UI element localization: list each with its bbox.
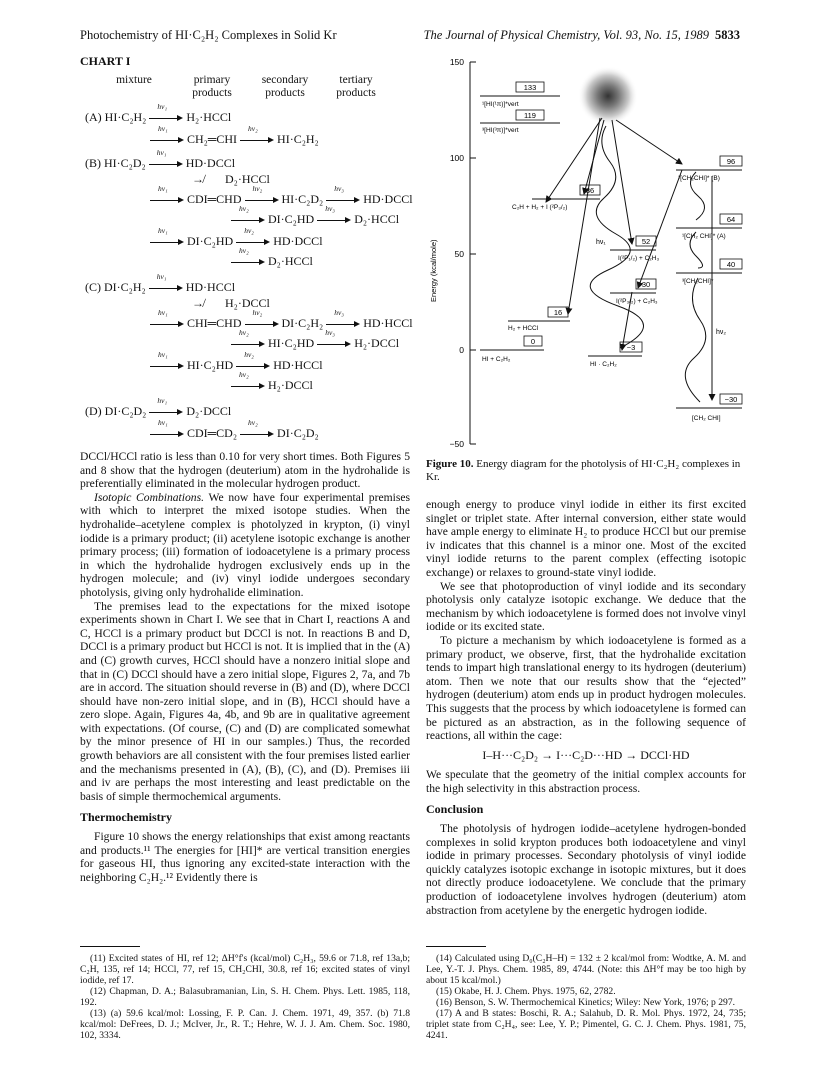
pathway-arrow bbox=[568, 118, 600, 314]
energy-value: 133 bbox=[523, 83, 537, 92]
y-tick-label: 0 bbox=[459, 345, 464, 355]
paragraph: We speculate that the geometry of the initial complex accounts for the high selectivity in this abstraction process. bbox=[426, 768, 746, 795]
paragraph: To picture a mechanism by which iodoacetylene is formed as a primary product, we observe, first, that the hydrohalide excitation tends to impart high translational energy to its hydrogen (deuterium) atom. Then we note that our results show that the “ejected” hydrogen (deuterium) atom ends up in product hydrogen molecules. This suggests that the process by which iodoacetylene is formed can be pictured as an abstraction, as in the following sequence of reactions, all within the cage: bbox=[426, 633, 746, 743]
energy-value: −30 bbox=[724, 395, 738, 404]
reaction-equation: I–H···C₂D₂ → I···C₂D···HD → DCCl·HD bbox=[482, 747, 690, 762]
running-header-right bbox=[424, 28, 740, 43]
energy-value: 96 bbox=[726, 157, 736, 166]
energy-value: 119 bbox=[524, 111, 536, 120]
footnote: (16) Benson, S. W. Thermochemical Kinetics; Wiley: New York, 1976; p 297. bbox=[436, 997, 736, 1008]
scheme-row: (D) DI·C₂D₂ hν₁ D₂·DCCl bbox=[85, 396, 232, 418]
scheme-row: hν₂ D₂·HCCl bbox=[228, 254, 313, 269]
level-label: ³[HI(³π)]*vert bbox=[482, 127, 519, 134]
paragraph: Isotopic Combinations. We now have four experimental premises with which to interpret the mixed isotope studies. When the hydrohalide–acetylene complex is photolyzed in krypton, (i) vinyl iodide is a primary product; (ii) acetylene isotopic exchange is another primary process; (iii) formation of iodoacetylene is a primary process in which the hydrohalide hydrogen exclusively ends up in the hydrogen molecule; and (iv) vinyl iodide undergoes secondary photolysis, giving only hydrohalide elimination. bbox=[80, 490, 410, 599]
energy-value: 64 bbox=[726, 215, 736, 224]
section-heading-conclusion: Conclusion bbox=[426, 802, 484, 817]
photon-label: hν₂ bbox=[716, 329, 727, 336]
pathway-arrow bbox=[616, 120, 682, 164]
energy-value: 16 bbox=[553, 308, 563, 317]
footnote: (11) Excited states of HI, ref 12; ΔH°f's (kcal/mol) C₂H₃, 59.6 or 71.8, ref 13a,b; C₂H, 135, ref 14; HCCl, 77, ref 15, CH₂CHI, 30.8, ref 16; excited states of vinyl iodide, ref 17. bbox=[80, 953, 410, 986]
scheme-row: hν₂ H₂·DCCl bbox=[228, 378, 313, 393]
footnote: (17) A and B states: Boschi, R. A.; Salahub, D. R. Mol. Phys. 1972, 24, 735; triplet state from C₂H₄, see: Lee, Y. P.; Pimentel, G. C. J. Chem. Phys. 1981, 75, 4241. bbox=[426, 1008, 746, 1041]
level-label: I(²P₃/₂) + C₂H₃ bbox=[616, 298, 658, 305]
y-tick-label: 100 bbox=[449, 153, 464, 163]
column-head-mixture: mixture bbox=[116, 74, 152, 86]
level-label: C₂H + H₂ + I (²P₃/₂) bbox=[512, 204, 568, 211]
scheme-row: hν₁ DI·C₂HD hν₂ HD·DCCl bbox=[147, 234, 323, 249]
footnote: (14) Calculated using D₀(C₂H–H) = 132 ± 2 kcal/mol from: Wodtke, A. M. and Lee, Y.-T. J. Phys. Chem. 1985, 89, 4744. (Note: this ΔH°f may be too high by about 15 kcal/mol.) bbox=[426, 953, 746, 986]
footnote: (12) Chapman, D. A.; Balasubramanian, Lin, S. H. Chem. Phys. Lett. 1985, 118, 192. bbox=[80, 986, 410, 1008]
figure-caption: Figure 10. Energy diagram for the photolysis of HI·C₂H₂ complexes in Kr. bbox=[426, 458, 741, 483]
pathway-arrow bbox=[584, 120, 604, 194]
right-footnotes bbox=[426, 946, 746, 1041]
level-label: HI + C₂H₂ bbox=[482, 356, 511, 363]
scheme-row: hν₁ CDI═CHD hν₂ HI·C₂D₂ hν₃ HD·DCCl bbox=[147, 192, 413, 207]
energy-value: 30 bbox=[641, 280, 651, 289]
level-label: H₂ + HCCl bbox=[508, 325, 539, 332]
footnote: (13) (a) 59.6 kcal/mol: Lossing, F. P. Can. J. Chem. 1971, 49, 357. (b) 71.8 kcal/mol: DeFrees, D. J.; McIver, Jr., R. T.; Hehre, W. J. J. Am. Chem. Soc. 1980, 102, 3334. bbox=[80, 1008, 410, 1041]
page-number: 5833 bbox=[715, 28, 740, 42]
y-tick-label: −50 bbox=[449, 439, 464, 449]
paragraph: enough energy to produce vinyl iodide in either its first excited singlet or triplet state. After internal conversion, either state would have ample energy to eliminate H₂ to produce HCCl but our premise iv indicates that this channel is a minor one. Most of the excited vinyl iodide returns to the parent complex (effecting isotopic exchange) or relaxes to ground-state vinyl iodide. bbox=[426, 498, 746, 579]
left-footnotes bbox=[80, 946, 410, 1041]
y-tick-label: 50 bbox=[454, 249, 464, 259]
energy-value: 0 bbox=[530, 337, 536, 346]
column-head-tertiary: tertiary products bbox=[336, 74, 376, 99]
relaxation-wave bbox=[590, 126, 643, 348]
paragraph: The photolysis of hydrogen iodide–acetylene hydrogen-bonded complexes in solid krypton produces both iodoacetylene and vinyl iodide in primary processes. Secondary photolysis of vinyl iodide quickly catalyzes isotopic exchange in isotopic mixtures, but it does not directly produce iodoacetylene. We conclude that the primary production of iodoacetylene involves hydrogen (deuterium) atom abstraction from acetylene by the energetic hydrogen iodide. bbox=[426, 822, 746, 917]
energy-value: 52 bbox=[641, 237, 651, 246]
scheme-row: ↛ D₂·HCCl bbox=[192, 172, 270, 186]
scheme-row: ↛ H₂·DCCl bbox=[192, 296, 270, 310]
column-head-primary: primary products bbox=[192, 74, 232, 99]
energy-diagram bbox=[420, 52, 750, 452]
paragraph: Figure 10 shows the energy relationships that exist among reactants and products.¹¹ The energies for [HI]* are vertical transition energies for gaseous HI, thus ignoring any excited-state interaction with the neighboring C₂H₂.¹² Evidently there is bbox=[80, 830, 410, 884]
column-head-secondary: secondary products bbox=[261, 74, 309, 99]
footnote: (15) Okabe, H. J. Chem. Phys. 1975, 62, 2782. bbox=[436, 986, 616, 997]
level-label: [CH₂ CHI] bbox=[692, 415, 721, 422]
section-heading-thermochemistry: Thermochemistry bbox=[80, 810, 172, 825]
scheme-row: hν₂ HI·C₂HD hν₃ H₂·DCCl bbox=[228, 336, 399, 351]
scheme-row: hν₁ CHI═CHD hν₂ DI·C₂H₂ hν₃ HD·HCCl bbox=[147, 316, 413, 331]
scheme-row: hν₁ CH₂═CHI hν₂ HI·C₂H₂ bbox=[147, 132, 319, 147]
excitation-glow bbox=[578, 66, 638, 126]
relaxation-wave bbox=[685, 278, 705, 402]
scheme-row: hν₁ CDI═CD₂ hν₂ DI·C₂D₂ bbox=[147, 426, 319, 441]
level-label: HI · C₂H₂ bbox=[590, 361, 617, 368]
left-column-text bbox=[80, 450, 410, 884]
y-axis-label: Energy (kcal/mole) bbox=[429, 239, 438, 302]
energy-value: 86 bbox=[585, 186, 595, 195]
level-label: ¹[CH₂ CHI]* (A) bbox=[682, 233, 726, 240]
energy-value: −3 bbox=[626, 343, 636, 352]
right-column-text bbox=[426, 498, 746, 917]
journal-citation: The Journal of Physical Chemistry, Vol. 93, No. 15, 1989 bbox=[423, 28, 709, 42]
pathway-arrow bbox=[638, 170, 682, 288]
paragraph: DCCl/HCCl ratio is less than 0.10 for very short times. Both Figures 5 and 8 show that the hydrogen (deuterium) atom in the hydrohalide is preferentially eliminated in the molecular hydrogen product. bbox=[80, 450, 410, 491]
level-label: ³[CH₂CHI]* bbox=[682, 278, 714, 285]
level-label: ¹[HI(¹π)]*vert bbox=[482, 101, 519, 108]
level-label: I(²P₁/₂) + C₂H₃ bbox=[618, 255, 660, 262]
running-header-left: Photochemistry of HI·C₂H₂ Complexes in Solid Kr bbox=[80, 28, 337, 42]
photon-label: hν₁ bbox=[596, 239, 606, 246]
y-tick-label: 150 bbox=[449, 57, 464, 67]
chart-title: CHART I bbox=[80, 54, 131, 68]
scheme-row: hν₂ DI·C₂HD hν₃ D₂·HCCl bbox=[228, 212, 399, 227]
scheme-row: (C) DI·C₂H₂ hν₁ HD·HCCl bbox=[85, 272, 236, 294]
energy-value: 40 bbox=[726, 260, 736, 269]
scheme-row: (A) HI·C₂H₂ hν₁ H₂·HCCl bbox=[85, 102, 232, 124]
level-label: ¹[CH₂CHI]* (B) bbox=[678, 175, 720, 182]
paragraph: The premises lead to the expectations for the mixed isotope experiments shown in Chart I. We see that in Chart I, reactions A and C, HCCl is a primary product but DCCl is not. In reactions B and D, DCCl is a primary product but HCCl is not. It is implied that in the (A) and (C) growth curves, HCCl should have a nonzero initial slope and that in (C) DCCl should have a zero initial slope, Figures 2, 7a, and 7b are in accord. The situation should reverse in (B) and (D), where DCCl should have non-zero initial slope, and in (B), HCCl should have a zero slope. Again, Figures 4a, 4b, and 9b are in qualitative agreement with expectations. (Of course, (C) and (D) are complicated somewhat by the minor presence of HI in our samples.) Thus, the recorded growth behaviors are all consistent with the four premises listed earlier and the mechanisms presented in (A), (B), (C), and (D). Premises iii and iv are perhaps the most interesting and least predictable on the basis of simple thermochemical arguments. bbox=[80, 599, 410, 803]
paragraph: We see that photoproduction of vinyl iodide and its secondary photolysis only catalyze isotopic exchange. We deduce that the mechanism by which iodoacetylene is formed does not involve vinyl iodide or its excited state. bbox=[426, 579, 746, 634]
scheme-row: hν₁ HI·C₂HD hν₂ HD·HCCl bbox=[147, 358, 323, 373]
scheme-row: (B) HI·C₂D₂ hν₁ HD·DCCl bbox=[85, 148, 236, 170]
